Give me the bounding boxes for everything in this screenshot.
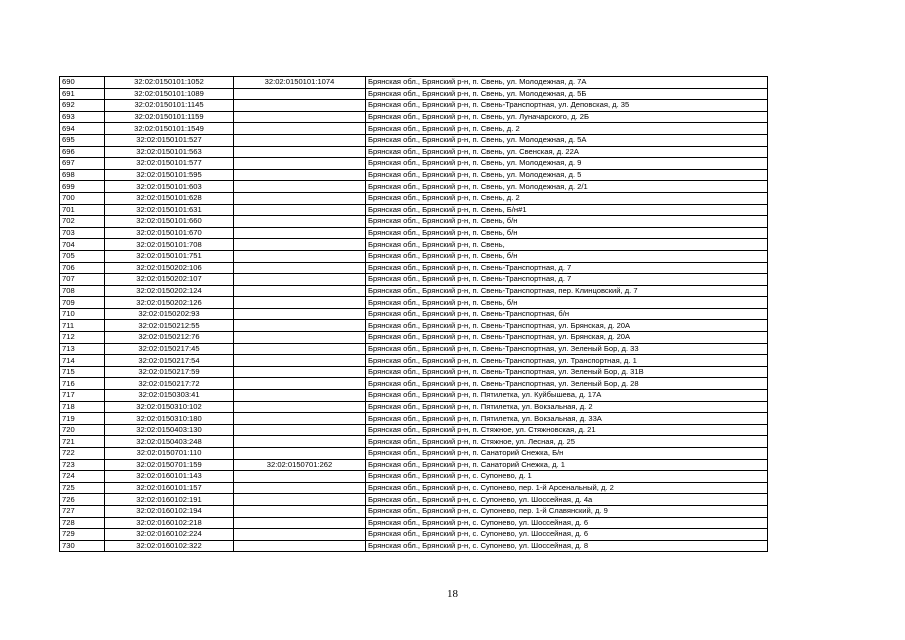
cadastral-number-cell: 32:02:0150701:159 xyxy=(105,459,234,471)
related-cadastral-number-cell xyxy=(234,123,366,135)
address-cell: Брянская обл., Брянский р-н, п. Свень, ул. Молодежная, д. 2/1 xyxy=(366,181,768,193)
row-number-cell: 716 xyxy=(60,378,105,390)
address-cell: Брянская обл., Брянский р-н, п. Свень-Транспортная, ул. Брянская, д. 20А xyxy=(366,320,768,332)
table-row xyxy=(60,216,768,228)
table-row xyxy=(60,77,768,89)
row-number-cell: 693 xyxy=(60,111,105,123)
cadastral-number-cell: 32:02:0150217:59 xyxy=(105,366,234,378)
address-cell: Брянская обл., Брянский р-н, п. Стяжное, ул. Стяжновская, д. 21 xyxy=(366,424,768,436)
row-number-cell: 700 xyxy=(60,192,105,204)
address-cell: Брянская обл., Брянский р-н, п. Санаторий Снежка, д. 1 xyxy=(366,459,768,471)
related-cadastral-number-cell xyxy=(234,355,366,367)
cadastral-number-cell: 32:02:0160102:194 xyxy=(105,505,234,517)
cadastral-number-cell: 32:02:0150212:76 xyxy=(105,332,234,344)
cadastral-number-cell: 32:02:0160102:218 xyxy=(105,517,234,529)
address-cell: Брянская обл., Брянский р-н, п. Санаторий Снежка, Б/н xyxy=(366,448,768,460)
address-cell: Брянская обл., Брянский р-н, п. Свень, б/н xyxy=(366,216,768,228)
cadastral-number-cell: 32:02:0150217:72 xyxy=(105,378,234,390)
related-cadastral-number-cell xyxy=(234,216,366,228)
row-number-cell: 695 xyxy=(60,134,105,146)
address-cell: Брянская обл., Брянский р-н, п. Свень, б/н xyxy=(366,250,768,262)
cadastral-number-cell: 32:02:0150701:110 xyxy=(105,448,234,460)
row-number-cell: 728 xyxy=(60,517,105,529)
address-cell: Брянская обл., Брянский р-н, п. Свень, д. 2 xyxy=(366,192,768,204)
cadastral-number-cell: 32:02:0150101:603 xyxy=(105,181,234,193)
table-row xyxy=(60,401,768,413)
address-cell: Брянская обл., Брянский р-н, п. Свень, ул. Свенская, д. 22А xyxy=(366,146,768,158)
address-cell: Брянская обл., Брянский р-н, п. Свень-Транспортная, ул. Зеленый Бор, д. 28 xyxy=(366,378,768,390)
row-number-cell: 720 xyxy=(60,424,105,436)
related-cadastral-number-cell xyxy=(234,134,366,146)
related-cadastral-number-cell xyxy=(234,227,366,239)
row-number-cell: 692 xyxy=(60,100,105,112)
related-cadastral-number-cell xyxy=(234,262,366,274)
related-cadastral-number-cell xyxy=(234,158,366,170)
address-cell: Брянская обл., Брянский р-н, п. Свень, ул. Молодежная, д. 5А xyxy=(366,134,768,146)
table-row xyxy=(60,529,768,541)
table-row xyxy=(60,366,768,378)
row-number-cell: 706 xyxy=(60,262,105,274)
related-cadastral-number-cell xyxy=(234,88,366,100)
table-row xyxy=(60,134,768,146)
related-cadastral-number-cell xyxy=(234,494,366,506)
related-cadastral-number-cell xyxy=(234,540,366,552)
row-number-cell: 691 xyxy=(60,88,105,100)
cadastral-number-cell: 32:02:0160102:191 xyxy=(105,494,234,506)
row-number-cell: 721 xyxy=(60,436,105,448)
address-cell: Брянская обл., Брянский р-н, п. Свень, ул. Молодежная, д. 7А xyxy=(366,77,768,89)
address-cell: Брянская обл., Брянский р-н, п. Свень, б/н xyxy=(366,227,768,239)
related-cadastral-number-cell xyxy=(234,239,366,251)
address-cell: Брянская обл., Брянский р-н, с. Супонево, пер. 1-й Славянский, д. 9 xyxy=(366,505,768,517)
cadastral-number-cell: 32:02:0150310:102 xyxy=(105,401,234,413)
related-cadastral-number-cell xyxy=(234,181,366,193)
related-cadastral-number-cell xyxy=(234,366,366,378)
table-row xyxy=(60,459,768,471)
row-number-cell: 699 xyxy=(60,181,105,193)
table-row xyxy=(60,158,768,170)
address-cell: Брянская обл., Брянский р-н, п. Свень-Транспортная, пер. Клинцовский, д. 7 xyxy=(366,285,768,297)
cadastral-number-cell: 32:02:0150217:54 xyxy=(105,355,234,367)
address-cell: Брянская обл., Брянский р-н, п. Свень, ул. Молодежная, д. 9 xyxy=(366,158,768,170)
cadastral-number-cell: 32:02:0150202:106 xyxy=(105,262,234,274)
cadastral-number-cell: 32:02:0150303:41 xyxy=(105,390,234,402)
row-number-cell: 718 xyxy=(60,401,105,413)
address-cell: Брянская обл., Брянский р-н, п. Стяжное, ул. Лесная, д. 25 xyxy=(366,436,768,448)
row-number-cell: 726 xyxy=(60,494,105,506)
address-cell: Брянская обл., Брянский р-н, п. Свень-Транспортная, ул. Зеленый Бор, д. 33 xyxy=(366,343,768,355)
related-cadastral-number-cell xyxy=(234,332,366,344)
table-row xyxy=(60,424,768,436)
related-cadastral-number-cell xyxy=(234,390,366,402)
table-row xyxy=(60,517,768,529)
related-cadastral-number-cell xyxy=(234,297,366,309)
row-number-cell: 705 xyxy=(60,250,105,262)
cadastral-number-cell: 32:02:0150101:1089 xyxy=(105,88,234,100)
address-cell: Брянская обл., Брянский р-н, п. Свень, xyxy=(366,239,768,251)
cadastral-number-cell: 32:02:0150101:527 xyxy=(105,134,234,146)
cadastral-number-cell: 32:02:0160101:157 xyxy=(105,482,234,494)
row-number-cell: 712 xyxy=(60,332,105,344)
row-number-cell: 727 xyxy=(60,505,105,517)
row-number-cell: 729 xyxy=(60,529,105,541)
row-number-cell: 701 xyxy=(60,204,105,216)
cadastral-number-cell: 32:02:0150202:126 xyxy=(105,297,234,309)
row-number-cell: 719 xyxy=(60,413,105,425)
related-cadastral-number-cell xyxy=(234,204,366,216)
row-number-cell: 723 xyxy=(60,459,105,471)
row-number-cell: 707 xyxy=(60,274,105,286)
cadastral-number-cell: 32:02:0150101:660 xyxy=(105,216,234,228)
address-cell: Брянская обл., Брянский р-н, с. Супонево, ул. Шоссейная, д. 6 xyxy=(366,529,768,541)
related-cadastral-number-cell xyxy=(234,413,366,425)
cadastral-number-cell: 32:02:0150101:1145 xyxy=(105,100,234,112)
cadastral-number-cell: 32:02:0150403:248 xyxy=(105,436,234,448)
related-cadastral-number-cell xyxy=(234,146,366,158)
related-cadastral-number-cell xyxy=(234,274,366,286)
table-row xyxy=(60,285,768,297)
address-cell: Брянская обл., Брянский р-н, п. Свень, ул. Молодежная, д. 5 xyxy=(366,169,768,181)
table-row xyxy=(60,471,768,483)
address-cell: Брянская обл., Брянский р-н, п. Свень-Транспортная, ул. Зеленый Бор, д. 31В xyxy=(366,366,768,378)
row-number-cell: 697 xyxy=(60,158,105,170)
related-cadastral-number-cell xyxy=(234,111,366,123)
table-row xyxy=(60,297,768,309)
related-cadastral-number-cell xyxy=(234,192,366,204)
related-cadastral-number-cell xyxy=(234,100,366,112)
cadastral-number-cell: 32:02:0150101:751 xyxy=(105,250,234,262)
page-number: 18 xyxy=(447,588,458,600)
row-number-cell: 704 xyxy=(60,239,105,251)
cadastral-number-cell: 32:02:0150403:130 xyxy=(105,424,234,436)
address-cell: Брянская обл., Брянский р-н, п. Пятилетка, ул. Куйбышева, д. 17А xyxy=(366,390,768,402)
related-cadastral-number-cell xyxy=(234,285,366,297)
related-cadastral-number-cell xyxy=(234,378,366,390)
table-row xyxy=(60,274,768,286)
related-cadastral-number-cell xyxy=(234,529,366,541)
cadastral-number-cell: 32:02:0150310:180 xyxy=(105,413,234,425)
table-row xyxy=(60,227,768,239)
address-cell: Брянская обл., Брянский р-н, с. Супонево, ул. Шоссейная, д. 8 xyxy=(366,540,768,552)
table-row xyxy=(60,262,768,274)
row-number-cell: 730 xyxy=(60,540,105,552)
cadastral-number-cell: 32:02:0150217:45 xyxy=(105,343,234,355)
table-row xyxy=(60,343,768,355)
related-cadastral-number-cell xyxy=(234,250,366,262)
table-row xyxy=(60,378,768,390)
table-row xyxy=(60,540,768,552)
table-row xyxy=(60,482,768,494)
row-number-cell: 694 xyxy=(60,123,105,135)
cadastral-number-cell: 32:02:0150101:670 xyxy=(105,227,234,239)
table-row xyxy=(60,308,768,320)
cadastral-number-cell: 32:02:0150202:124 xyxy=(105,285,234,297)
row-number-cell: 724 xyxy=(60,471,105,483)
cadastral-number-cell: 32:02:0150212:55 xyxy=(105,320,234,332)
address-cell: Брянская обл., Брянский р-н, п. Пятилетка, ул. Вокзальная, д. 2 xyxy=(366,401,768,413)
related-cadastral-number-cell xyxy=(234,517,366,529)
cadastral-number-cell: 32:02:0150101:628 xyxy=(105,192,234,204)
cadastral-number-cell: 32:02:0150101:708 xyxy=(105,239,234,251)
table-row xyxy=(60,123,768,135)
related-cadastral-number-cell xyxy=(234,505,366,517)
address-cell: Брянская обл., Брянский р-н, п. Свень-Транспортная, ул. Деповская, д. 35 xyxy=(366,100,768,112)
table-row xyxy=(60,250,768,262)
related-cadastral-number-cell: 32:02:0150701:262 xyxy=(234,459,366,471)
cadastral-number-cell: 32:02:0150101:563 xyxy=(105,146,234,158)
cadastral-number-cell: 32:02:0150101:577 xyxy=(105,158,234,170)
registry-table xyxy=(59,76,768,552)
table-row xyxy=(60,146,768,158)
address-cell: Брянская обл., Брянский р-н, с. Супонево, ул. Шоссейная, д. 4а xyxy=(366,494,768,506)
related-cadastral-number-cell xyxy=(234,401,366,413)
address-cell: Брянская обл., Брянский р-н, п. Свень, д. 2 xyxy=(366,123,768,135)
row-number-cell: 722 xyxy=(60,448,105,460)
address-cell: Брянская обл., Брянский р-н, п. Свень-Транспортная, д. 7 xyxy=(366,262,768,274)
related-cadastral-number-cell xyxy=(234,482,366,494)
related-cadastral-number-cell xyxy=(234,308,366,320)
cadastral-number-cell: 32:02:0150101:1549 xyxy=(105,123,234,135)
row-number-cell: 709 xyxy=(60,297,105,309)
cadastral-number-cell: 32:02:0160102:224 xyxy=(105,529,234,541)
related-cadastral-number-cell xyxy=(234,343,366,355)
cadastral-number-cell: 32:02:0150202:93 xyxy=(105,308,234,320)
cadastral-number-cell: 32:02:0160102:322 xyxy=(105,540,234,552)
address-cell: Брянская обл., Брянский р-н, п. Свень-Транспортная, ул. Брянская, д. 20А xyxy=(366,332,768,344)
related-cadastral-number-cell xyxy=(234,424,366,436)
address-cell: Брянская обл., Брянский р-н, с. Супонево, д. 1 xyxy=(366,471,768,483)
address-cell: Брянская обл., Брянский р-н, п. Пятилетка, ул. Вокзальная, д. 33А xyxy=(366,413,768,425)
address-cell: Брянская обл., Брянский р-н, с. Супонево, пер. 1-й Арсенальный, д. 2 xyxy=(366,482,768,494)
table-row xyxy=(60,390,768,402)
table-row xyxy=(60,355,768,367)
cadastral-number-cell: 32:02:0150101:631 xyxy=(105,204,234,216)
row-number-cell: 715 xyxy=(60,366,105,378)
address-cell: Брянская обл., Брянский р-н, п. Свень-Транспортная, б/н xyxy=(366,308,768,320)
row-number-cell: 690 xyxy=(60,77,105,89)
table-row xyxy=(60,332,768,344)
address-cell: Брянская обл., Брянский р-н, п. Свень, б/н xyxy=(366,297,768,309)
row-number-cell: 696 xyxy=(60,146,105,158)
address-cell: Брянская обл., Брянский р-н, п. Свень, ул. Луначарского, д. 2Б xyxy=(366,111,768,123)
row-number-cell: 725 xyxy=(60,482,105,494)
row-number-cell: 713 xyxy=(60,343,105,355)
table-row xyxy=(60,111,768,123)
related-cadastral-number-cell: 32:02:0150101:1074 xyxy=(234,77,366,89)
address-cell: Брянская обл., Брянский р-н, п. Свень, ул. Молодежная, д. 5Б xyxy=(366,88,768,100)
address-cell: Брянская обл., Брянский р-н, п. Свень-Транспортная, ул. Транспортная, д. 1 xyxy=(366,355,768,367)
address-cell: Брянская обл., Брянский р-н, п. Свень, Б/н#1 xyxy=(366,204,768,216)
table-row xyxy=(60,181,768,193)
table-row xyxy=(60,169,768,181)
row-number-cell: 710 xyxy=(60,308,105,320)
table-row xyxy=(60,100,768,112)
registry-table-body xyxy=(60,77,768,552)
table-row xyxy=(60,413,768,425)
cadastral-number-cell: 32:02:0150101:1052 xyxy=(105,77,234,89)
related-cadastral-number-cell xyxy=(234,436,366,448)
table-row xyxy=(60,320,768,332)
row-number-cell: 703 xyxy=(60,227,105,239)
table-row xyxy=(60,494,768,506)
cadastral-number-cell: 32:02:0160101:143 xyxy=(105,471,234,483)
row-number-cell: 708 xyxy=(60,285,105,297)
related-cadastral-number-cell xyxy=(234,471,366,483)
table-row xyxy=(60,204,768,216)
row-number-cell: 698 xyxy=(60,169,105,181)
table-row xyxy=(60,88,768,100)
address-cell: Брянская обл., Брянский р-н, п. Свень-Транспортная, д. 7 xyxy=(366,274,768,286)
row-number-cell: 702 xyxy=(60,216,105,228)
cadastral-number-cell: 32:02:0150101:1159 xyxy=(105,111,234,123)
cadastral-number-cell: 32:02:0150101:595 xyxy=(105,169,234,181)
row-number-cell: 711 xyxy=(60,320,105,332)
row-number-cell: 717 xyxy=(60,390,105,402)
table-row xyxy=(60,192,768,204)
cadastral-number-cell: 32:02:0150202:107 xyxy=(105,274,234,286)
table-row xyxy=(60,239,768,251)
address-cell: Брянская обл., Брянский р-н, с. Супонево, ул. Шоссейная, д. 6 xyxy=(366,517,768,529)
related-cadastral-number-cell xyxy=(234,320,366,332)
table-row xyxy=(60,505,768,517)
table-row xyxy=(60,436,768,448)
related-cadastral-number-cell xyxy=(234,169,366,181)
row-number-cell: 714 xyxy=(60,355,105,367)
related-cadastral-number-cell xyxy=(234,448,366,460)
table-row xyxy=(60,448,768,460)
